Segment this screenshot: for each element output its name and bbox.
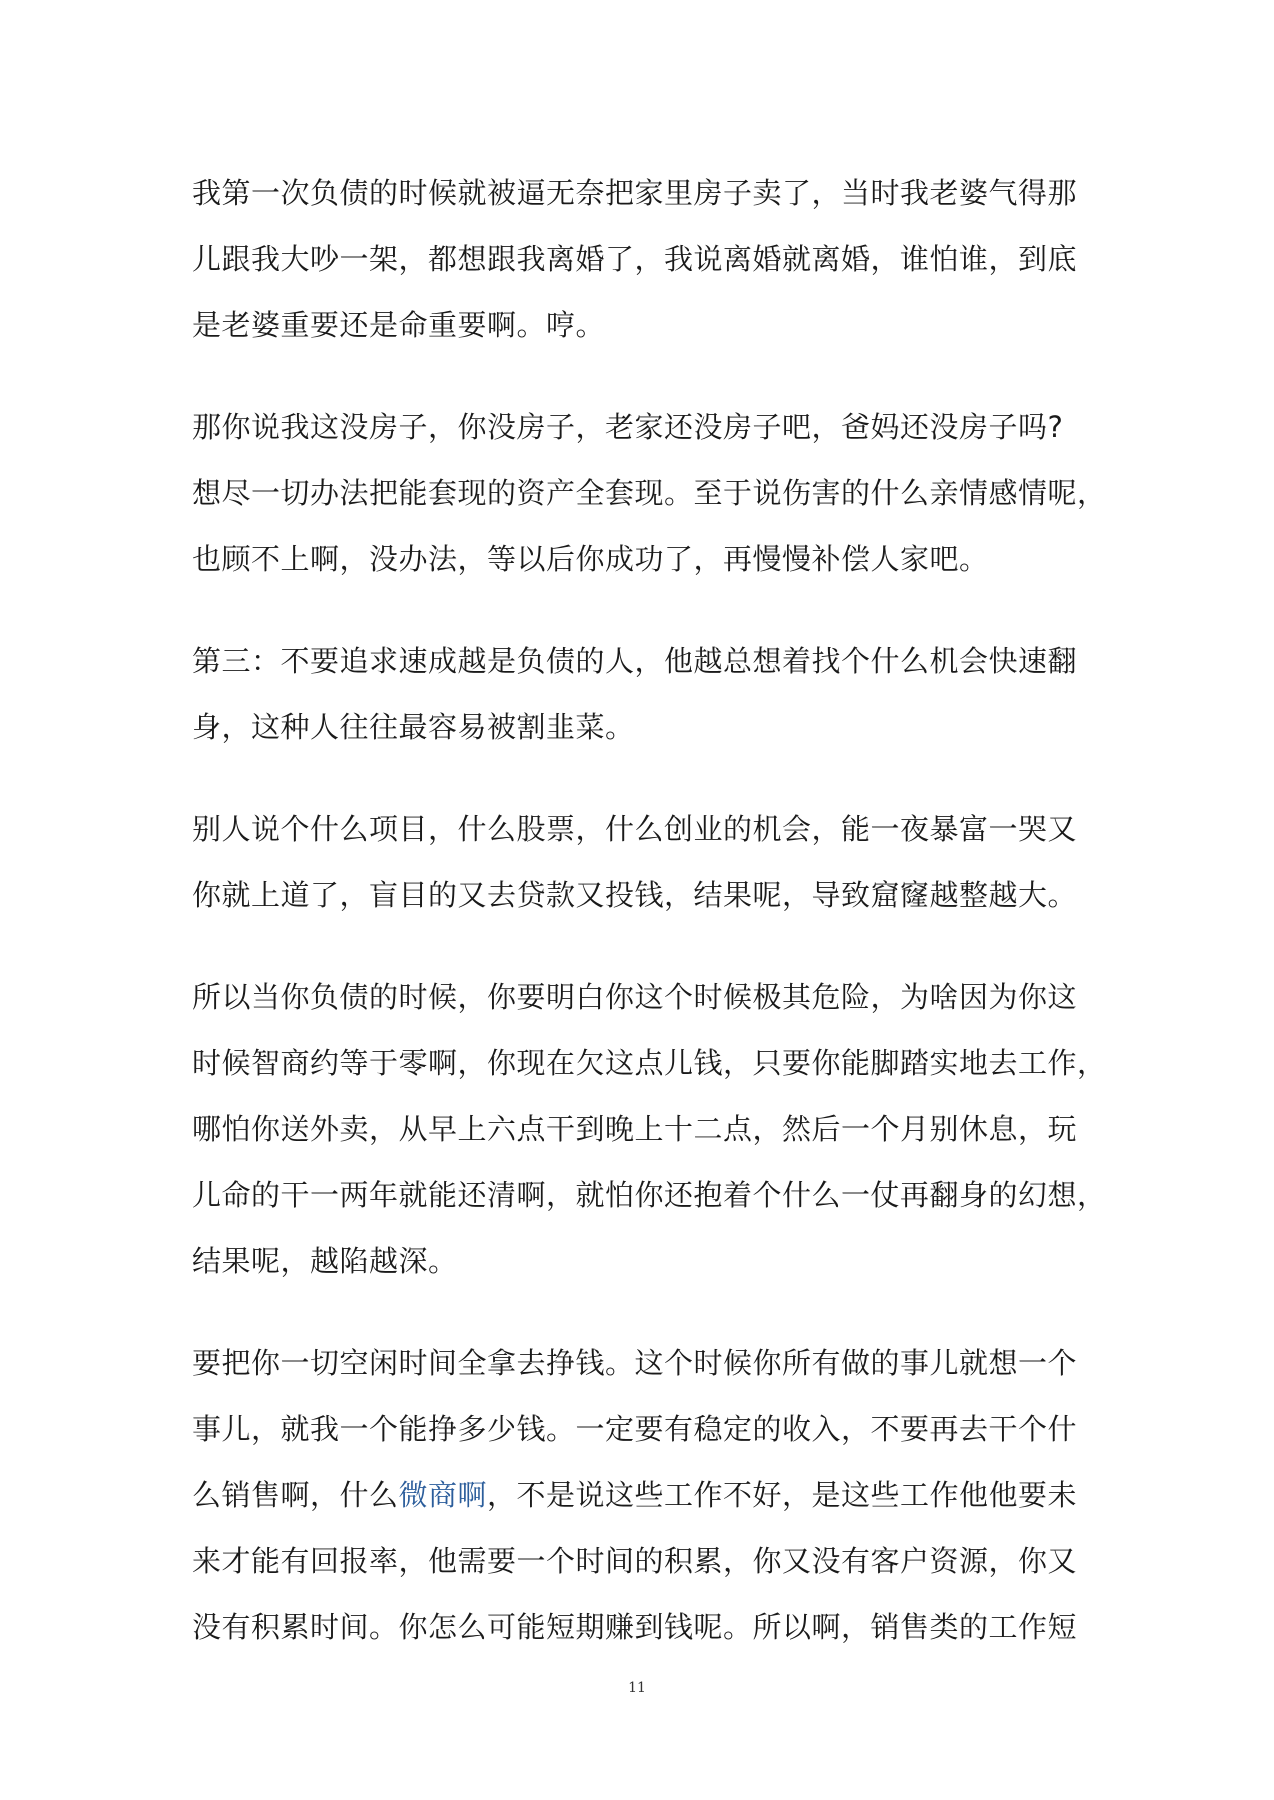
text-line: 儿跟我大吵一架，都想跟我离婚了，我说离婚就离婚，谁怕谁，到底: [192, 242, 1078, 276]
text-line: 想尽一切办法把能套现的资产全套现。至于说伤害的什么亲情感情呢，: [192, 476, 1107, 510]
text-line-with-link: [192, 1462, 1122, 1528]
text-line: 是老婆重要还是命重要啊。哼。: [192, 308, 606, 342]
paragraph-1: [192, 160, 1122, 358]
text-line: 那你说我这没房子，你没房子，老家还没房子吧，爸妈还没房子吗?: [192, 410, 1064, 444]
text-line: 没有积累时间。你怎么可能短期赚到钱呢。所以啊，销售类的工作短: [192, 1610, 1078, 1644]
text-line: 来才能有回报率，他需要一个时间的积累，你又没有客户资源，你又: [192, 1544, 1078, 1578]
text-line: 儿命的干一两年就能还清啊，就怕你还抱着个什么一仗再翻身的幻想，: [192, 1178, 1107, 1212]
text-line: 时候智商约等于零啊，你现在欠这点儿钱，只要你能脚踏实地去工作，: [192, 1046, 1107, 1080]
paragraph-3: [192, 628, 1122, 760]
text-line: 也顾不上啊，没办法，等以后你成功了，再慢慢补偿人家吧。: [192, 542, 989, 576]
text-line: 哪怕你送外卖，从早上六点干到晚上十二点，然后一个月别休息，玩: [192, 1112, 1078, 1146]
paragraph-6: [192, 1330, 1122, 1660]
text-segment: ，不是说这些工作不好，是这些工作他他要未: [487, 1478, 1078, 1512]
text-line: 身，这种人往往最容易被割韭菜。: [192, 710, 635, 744]
text-segment: 么销售啊，什么: [192, 1478, 399, 1512]
document-body: [192, 160, 1122, 1696]
paragraph-5: [192, 964, 1122, 1294]
text-line: 所以当你负债的时候，你要明白你这个时候极其危险，为啥因为你这: [192, 980, 1078, 1014]
page-number: 11: [628, 1680, 646, 1696]
paragraph-4: [192, 796, 1122, 928]
text-line: 结果呢，越陷越深。: [192, 1244, 458, 1278]
text-line: 第三：不要追求速成越是负债的人，他越总想着找个什么机会快速翻: [192, 644, 1078, 678]
text-line: 要把你一切空闲时间全拿去挣钱。这个时候你所有做的事儿就想一个: [192, 1346, 1078, 1380]
text-line: 别人说个什么项目，什么股票，什么创业的机会，能一夜暴富一哭又: [192, 812, 1078, 846]
weishang-link[interactable]: 微商啊: [398, 1478, 488, 1512]
text-line: 你就上道了，盲目的又去贷款又投钱，结果呢，导致窟窿越整越大。: [192, 878, 1078, 912]
text-line: 事儿，就我一个能挣多少钱。一定要有稳定的收入，不要再去干个什: [192, 1412, 1078, 1446]
paragraph-2: [192, 394, 1122, 592]
text-line: 我第一次负债的时候就被逼无奈把家里房子卖了，当时我老婆气得那: [192, 176, 1078, 210]
